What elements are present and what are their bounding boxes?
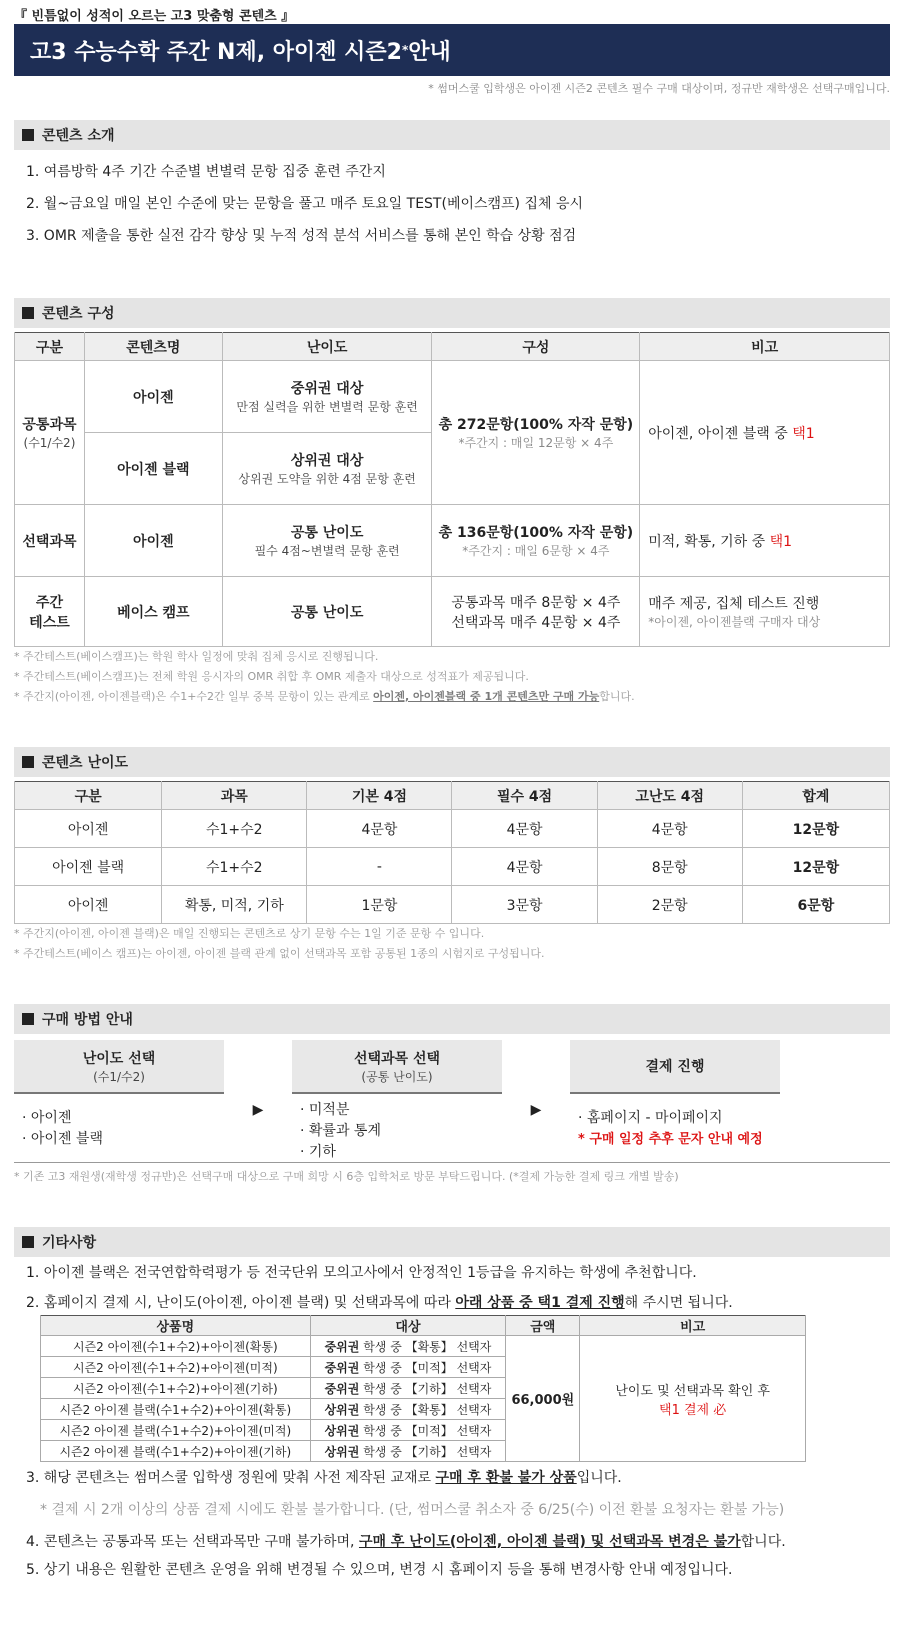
table-cell: 1문항 xyxy=(307,886,452,924)
group-cell: 공통과목 (수1/수2) xyxy=(15,361,85,505)
col-header: 고난도 4점 xyxy=(597,782,742,810)
product-name: 시즌2 아이젠(수1+수2)+아이젠(미적) xyxy=(41,1357,311,1378)
content-name: 아이젠 xyxy=(84,505,222,577)
page-title xyxy=(14,24,890,76)
table-cell: - xyxy=(307,848,452,886)
square-bullet-icon xyxy=(22,756,34,768)
flow-step-1 xyxy=(14,1040,224,1163)
col-header: 구분 xyxy=(15,782,162,810)
list-item: · 미적분 xyxy=(300,1102,350,1118)
table-row xyxy=(15,810,890,848)
purchase-flow xyxy=(14,1040,890,1163)
section-title: 콘텐츠 소개 xyxy=(42,128,115,144)
difficulty-note: * 주간지(아이젠, 아이젠 블랙)은 매일 진행되는 콘텐츠로 상기 문항 수는 1일 기준 문항 수 입니다. xyxy=(14,927,485,940)
purchase-note: * 기존 고3 재원생(재학생 정규반)은 선택구매 대상으로 구매 희망 시 6층 입학처로 방문 부탁드립니다. (*결제 가능한 결제 링크 개별 발송) xyxy=(14,1170,679,1183)
list-item: · 홈페이지 - 마이페이지 xyxy=(578,1110,723,1126)
list-item: 1. 아이젠 블랙은 전국연합학력평가 등 전국단위 모의고사에서 안정적인 1등급을 유지하는 학생에 추천합니다. xyxy=(26,1265,697,1281)
header-note: * 썸머스쿨 입학생은 아이젠 시즌2 콘텐츠 필수 구매 대상이며, 정규반 재학생은 선택구매입니다. xyxy=(428,82,890,95)
level-cell: 공통 난이도 xyxy=(222,577,432,647)
col-header: 금액 xyxy=(506,1316,580,1336)
table-cell: 6문항 xyxy=(742,886,889,924)
product-name: 시즌2 아이젠(수1+수2)+아이젠(기하) xyxy=(41,1378,311,1399)
table-cell: 아이젠 xyxy=(15,886,162,924)
flow-step-box: 선택과목 선택 (공통 난이도) xyxy=(292,1040,502,1094)
square-bullet-icon xyxy=(22,129,34,141)
col-header: 대상 xyxy=(310,1316,506,1336)
flow-step-box: 난이도 선택 (수1/수2) xyxy=(14,1040,224,1094)
section-intro-heading xyxy=(14,120,890,150)
product-remark: 난이도 및 선택과목 확인 후 택1 결제 必 xyxy=(580,1336,806,1462)
list-item: · 아이젠 블랙 xyxy=(22,1131,103,1147)
list-item: * 구매 일정 추후 문자 안내 예정 xyxy=(578,1132,763,1147)
list-item: 5. 상기 내용은 원활한 콘텐츠 운영을 위해 변경될 수 있으며, 변경 시 홈페이지 등을 통해 변경사항 안내 예정입니다. xyxy=(26,1562,733,1578)
comp-cell: 공통과목 매주 8문항 × 4주 선택과목 매주 4문항 × 4주 xyxy=(432,577,640,647)
list-item: · 아이젠 xyxy=(22,1110,72,1126)
product-name: 시즌2 아이젠(수1+수2)+아이젠(확통) xyxy=(41,1336,311,1357)
square-bullet-icon xyxy=(22,1013,34,1025)
section-misc-heading xyxy=(14,1227,890,1257)
table-cell: 4문항 xyxy=(307,810,452,848)
table-cell: 확통, 미적, 기하 xyxy=(162,886,307,924)
flow-step-items xyxy=(14,1094,224,1150)
section-title: 구매 방법 안내 xyxy=(42,1012,133,1028)
misc-list xyxy=(14,1263,890,1313)
composition-note: * 주간테스트(베이스캠프)는 전체 학원 응시자의 OMR 취합 후 OMR 제출자 대상으로 성적표가 제공됩니다. xyxy=(14,670,529,683)
section-purchase-heading xyxy=(14,1004,890,1034)
table-row xyxy=(15,886,890,924)
level-cell: 공통 난이도 필수 4점~변별력 문항 훈련 xyxy=(222,505,432,577)
arrow-right-icon: ▶ xyxy=(530,1102,542,1118)
flow-step-items xyxy=(570,1094,780,1150)
table-cell: 2문항 xyxy=(597,886,742,924)
col-header: 비고 xyxy=(640,333,890,361)
table-cell: 8문항 xyxy=(597,848,742,886)
col-header: 기본 4점 xyxy=(307,782,452,810)
group-cell: 주간 테스트 xyxy=(15,577,85,647)
product-target: 중위권 학생 중 【확통】 선택자 xyxy=(310,1336,506,1357)
list-item-note: * 결제 시 2개 이상의 상품 결제 시에도 환불 불가합니다. (단, 썸머스쿨 취소자 중 6/25(수) 이전 환불 요청자는 환불 가능) xyxy=(40,1502,785,1518)
product-target: 중위권 학생 중 【기하】 선택자 xyxy=(310,1378,506,1399)
composition-note: * 주간지(아이젠, 아이젠블랙)은 수1+수2간 일부 중복 문항이 있는 관계로 아이젠, 아이젠블랙 중 1개 콘텐츠만 구매 가능합니다. xyxy=(14,690,635,703)
section-difficulty-heading xyxy=(14,747,890,777)
arrow-right-icon: ▶ xyxy=(252,1102,264,1118)
comp-cell: 총 136문항(100% 자작 문항) *주간지 : 매일 6문항 × 4주 xyxy=(432,505,640,577)
divider xyxy=(14,1162,890,1163)
table-cell: 4문항 xyxy=(452,848,597,886)
table-cell: 아이젠 xyxy=(15,810,162,848)
composition-note: * 주간테스트(베이스캠프)는 학원 학사 일정에 맞춰 집체 응시로 진행됩니다. xyxy=(14,650,379,663)
square-bullet-icon xyxy=(22,307,34,319)
table-cell: 12문항 xyxy=(742,810,889,848)
title-suffix: 안내 xyxy=(408,39,451,65)
list-item: 1. 여름방학 4주 기간 수준별 변별력 문항 집중 훈련 주간지 xyxy=(26,164,386,180)
col-header: 과목 xyxy=(162,782,307,810)
section-title: 콘텐츠 난이도 xyxy=(42,755,129,771)
table-cell: 수1+수2 xyxy=(162,848,307,886)
level-cell: 상위권 대상 상위권 도약을 위한 4점 문항 훈련 xyxy=(222,433,432,505)
list-item: 4. 콘텐츠는 공통과목 또는 선택과목만 구매 불가하며, 구매 후 난이도(아이젠, 아이젠 블랙) 및 선택과목 변경은 불가합니다. xyxy=(26,1534,786,1550)
table-cell: 아이젠 블랙 xyxy=(15,848,162,886)
tagline: 『 빈틈없이 성적이 오르는 고3 맞춤형 콘텐츠 』 xyxy=(14,9,295,24)
content-name: 아이젠 xyxy=(84,361,222,433)
table-cell: 4문항 xyxy=(597,810,742,848)
flow-step-box: 결제 진행 xyxy=(570,1040,780,1094)
table-cell: 4문항 xyxy=(452,810,597,848)
col-header: 비고 xyxy=(580,1316,806,1336)
product-target: 상위권 학생 중 【미적】 선택자 xyxy=(310,1420,506,1441)
col-header: 구성 xyxy=(432,333,640,361)
list-item: · 기하 xyxy=(300,1144,336,1160)
col-header: 필수 4점 xyxy=(452,782,597,810)
table-row xyxy=(15,848,890,886)
level-cell: 중위권 대상 만점 실력을 위한 변별력 문항 훈련 xyxy=(222,361,432,433)
intro-list xyxy=(14,162,890,246)
list-item: 2. 홈페이지 결제 시, 난이도(아이젠, 아이젠 블랙) 및 선택과목에 따라 아래 상품 중 택1 결제 진행해 주시면 됩니다. xyxy=(26,1295,733,1311)
product-name: 시즌2 아이젠 블랙(수1+수2)+아이젠(미적) xyxy=(41,1420,311,1441)
list-item: 2. 월~금요일 매일 본인 수준에 맞는 문항을 풀고 매주 토요일 TEST(베이스캠프) 집체 응시 xyxy=(26,196,584,212)
col-header: 합계 xyxy=(742,782,889,810)
col-header: 콘텐츠명 xyxy=(84,333,222,361)
section-title: 콘텐츠 구성 xyxy=(42,306,115,322)
flow-step-items xyxy=(292,1094,502,1163)
note-cell: 아이젠, 아이젠 블랙 중 택1 xyxy=(640,361,890,505)
product-name: 시즌2 아이젠 블랙(수1+수2)+아이젠(확통) xyxy=(41,1399,311,1420)
misc-list-cont xyxy=(14,1468,890,1580)
product-target: 중위권 학생 중 【미적】 선택자 xyxy=(310,1357,506,1378)
col-header: 상품명 xyxy=(41,1316,311,1336)
product-price: 66,000원 xyxy=(506,1336,580,1462)
flow-step-3 xyxy=(570,1040,780,1163)
product-target: 상위권 학생 중 【확통】 선택자 xyxy=(310,1399,506,1420)
col-header: 난이도 xyxy=(222,333,432,361)
note-cell: 미적, 확통, 기하 중 택1 xyxy=(640,505,890,577)
flow-step-2 xyxy=(292,1040,502,1163)
comp-cell: 총 272문항(100% 자작 문항) *주간지 : 매일 12문항 × 4주 xyxy=(432,361,640,505)
product-target: 상위권 학생 중 【기하】 선택자 xyxy=(310,1441,506,1462)
section-title: 기타사항 xyxy=(42,1235,97,1251)
list-item: 3. OMR 제출을 통한 실전 감각 향상 및 누적 성적 분석 서비스를 통해 본인 학습 상황 점검 xyxy=(26,228,577,244)
section-composition-heading xyxy=(14,298,890,328)
table-cell: 수1+수2 xyxy=(162,810,307,848)
difficulty-note: * 주간테스트(베이스 캠프)는 아이젠, 아이젠 블랙 관계 없이 선택과목 포함 공통된 1종의 시험지로 구성됩니다. xyxy=(14,947,545,960)
list-item: 3. 해당 콘텐츠는 썸머스쿨 입학생 정원에 맞춰 사전 제작된 교재로 구매 후 환불 불가 상품입니다. xyxy=(26,1470,622,1486)
square-bullet-icon xyxy=(22,1236,34,1248)
table-row xyxy=(41,1336,806,1357)
list-item: · 확률과 통계 xyxy=(300,1123,381,1139)
table-cell: 12문항 xyxy=(742,848,889,886)
content-name: 아이젠 블랙 xyxy=(84,433,222,505)
col-header: 구분 xyxy=(15,333,85,361)
content-name: 베이스 캠프 xyxy=(84,577,222,647)
title-sup: * xyxy=(401,43,409,57)
composition-table xyxy=(14,332,890,647)
group-cell: 선택과목 xyxy=(15,505,85,577)
product-name: 시즌2 아이젠 블랙(수1+수2)+아이젠(기하) xyxy=(41,1441,311,1462)
difficulty-table xyxy=(14,781,890,924)
table-cell: 3문항 xyxy=(452,886,597,924)
title-text: 고3 수능수학 주간 N제, 아이젠 시즌2 xyxy=(30,39,402,65)
note-cell: 매주 제공, 집체 테스트 진행 *아이젠, 아이젠블랙 구매자 대상 xyxy=(640,577,890,647)
products-table xyxy=(40,1315,806,1462)
